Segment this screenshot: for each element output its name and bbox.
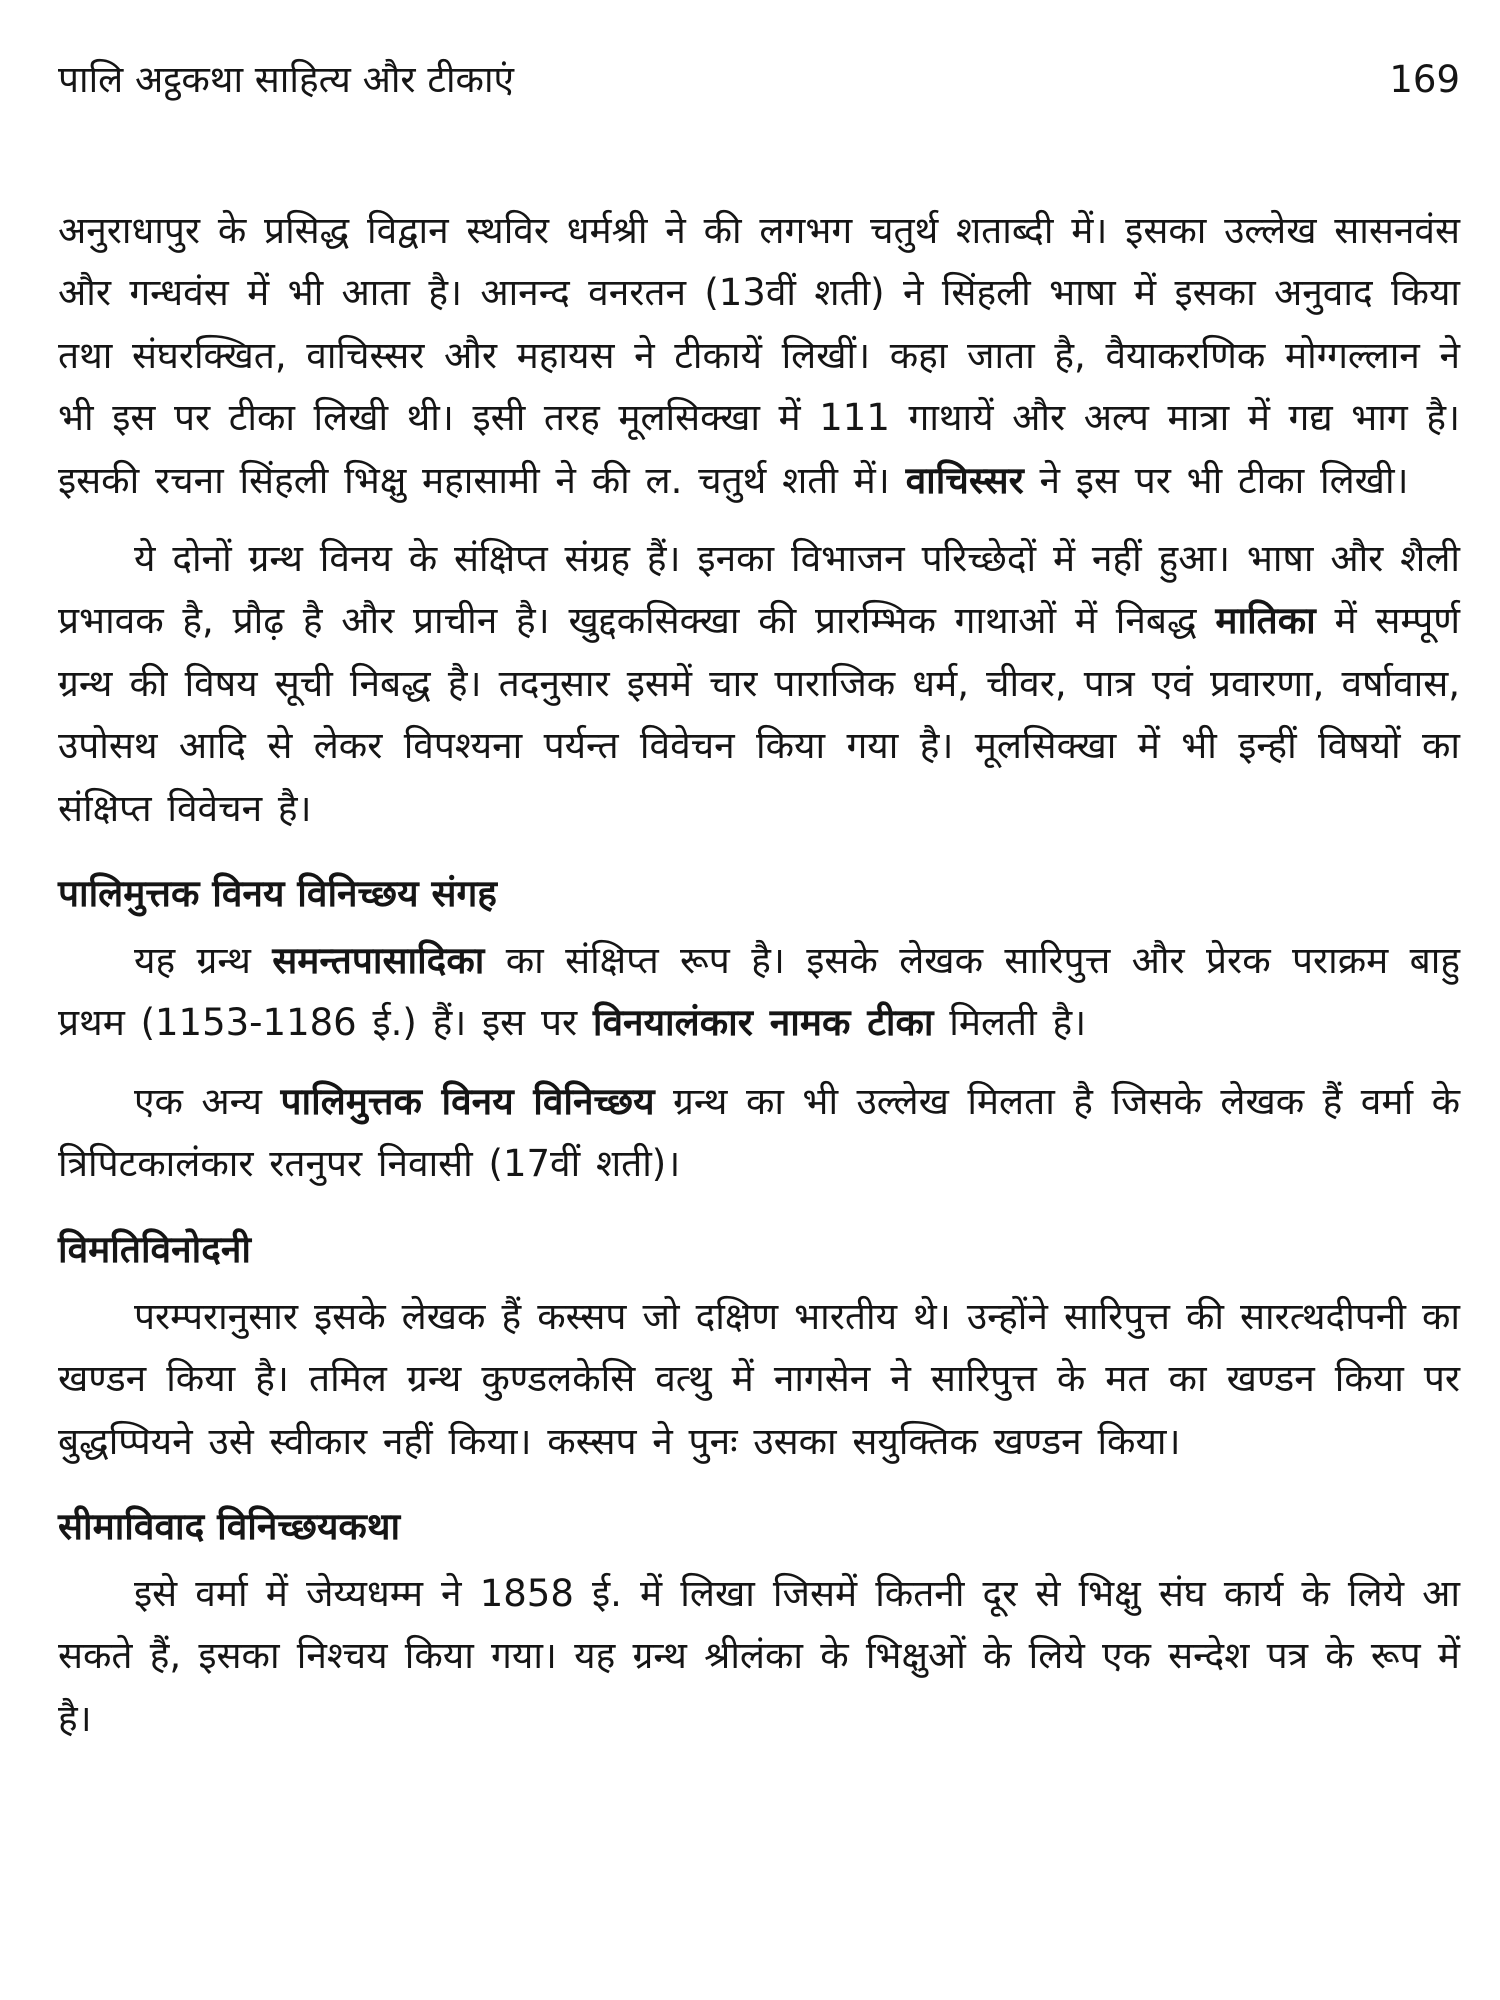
- bold-term-samantapasadika: समन्तपासादिका: [272, 939, 485, 983]
- paragraph-palimuttaka-1: [58, 930, 1460, 1055]
- paragraph-text-end: ग्रन्थ का भी उल्लेख मिलता है जिसके लेखक हैं वर्मा के त्रिपिटकालंकार रतनुपर निवासी (17वीं शती)।: [58, 1079, 1460, 1186]
- paragraph-text: एक अन्य: [134, 1079, 281, 1123]
- paragraph-palimuttaka-2: [58, 1071, 1460, 1196]
- bold-term-matika: मातिका: [1215, 599, 1316, 643]
- bold-term-vachissara: वाचिस्सर: [905, 458, 1024, 502]
- paragraph-continuation: [58, 200, 1460, 512]
- section-heading-vimativinodani: विमतिविनोदनी: [58, 1227, 251, 1271]
- running-header: [58, 52, 1460, 122]
- section-heading-palimuttaka: पालिमुत्तक विनय विनिच्छय संगह: [58, 872, 497, 916]
- section-heading-simavivada: सीमाविवाद विनिच्छयकथा: [58, 1504, 401, 1548]
- paragraph-text-end: मिलती है।: [933, 1001, 1087, 1045]
- paragraph-text: ये दोनों ग्रन्थ विनय के संक्षिप्त संग्रह हैं। इनका विभाजन परिच्छेदों में नहीं हुआ। भाषा और शैली प्रभावक है, प्रौढ़ है और प्राचीन है। खुद्दकसिक्खा की प्रारम्भिक गाथाओं में निबद्ध: [58, 537, 1460, 643]
- paragraph-simavivada: इसे वर्मा में जेय्यधम्म ने 1858 ई. में लिखा जिसमें कितनी दूर से भिक्षु संघ कार्य के लिये आ सकते हैं, इसका निश्चय किया गया। यह ग्रन्थ श्रीलंका के भिक्षुओं के लिये एक सन्देश पत्र के रूप में है।: [58, 1571, 1460, 1740]
- bold-term-palimuttaka: पालिमुत्तक विनय विनिच्छय: [280, 1079, 655, 1123]
- paragraph-text: यह ग्रन्थ: [134, 939, 273, 983]
- bold-term-vinayalankara: विनयालंकार नामक टीका: [592, 1001, 934, 1045]
- paragraph-summary: [58, 528, 1460, 840]
- paragraph-text-end: ने इस पर भी टीका लिखी।: [1023, 458, 1409, 502]
- page-number: 169: [1389, 58, 1460, 101]
- paragraph-vimativinodani: परम्परानुसार इसके लेखक हैं कस्सप जो दक्षिण भारतीय थे। उन्होंने सारिपुत्त की सारत्थदीपनी का खण्डन किया है। तमिल ग्रन्थ कुण्डलकेसि वत्थु में नागसेन ने सारिपुत्त के मत का खण्डन किया पर बुद्धप्पियने उसे स्वीकार नहीं किया। कस्सप ने पुनः उसका सयुक्तिक खण्डन किया।: [58, 1294, 1460, 1463]
- running-title: पालि अट्ठकथा साहित्य और टीकाएं: [58, 58, 515, 101]
- paragraph-text: अनुराधापुर के प्रसिद्ध विद्वान स्थविर धर्मश्री ने की लगभग चतुर्थ शताब्दी में। इसका उल्लेख सासनवंस और गन्धवंस में भी आता है। आनन्द वनरतन (13वीं शती) ने सिंहली भाषा में इसका अनुवाद किया तथा संघरक्खित, वाचिस्सर और महायस ने टीकायें लिखीं। कहा जाता है, वैयाकरणिक मोग्गल्लान ने भी इस पर टीका लिखी थी। इसी तरह मूलसिक्खा में 111 गाथायें और अल्प मात्रा में गद्य भाग है। इसकी रचना सिंहली भिक्षु महासामी ने की ल. चतुर्थ शती में।: [58, 209, 1460, 502]
- paragraph-text-end: में सम्पूर्ण ग्रन्थ की विषय सूची निबद्ध है। तदनुसार इसमें चार पाराजिक धर्म, चीवर, पात्र एवं प्रवारणा, वर्षावास, उपोसथ आदि से लेकर विपश्यना पर्यन्त विवेचन किया गया है। मूलसिक्खा में भी इन्हीं विषयों का संक्षिप्त विवेचन है।: [58, 599, 1461, 830]
- paragraph-text-middle: का संक्षिप्त रूप है। इसके लेखक सारिपुत्त और प्रेरक पराक्रम बाहु प्रथम (1153-1186 ई.) हैं। इस पर: [58, 939, 1460, 1045]
